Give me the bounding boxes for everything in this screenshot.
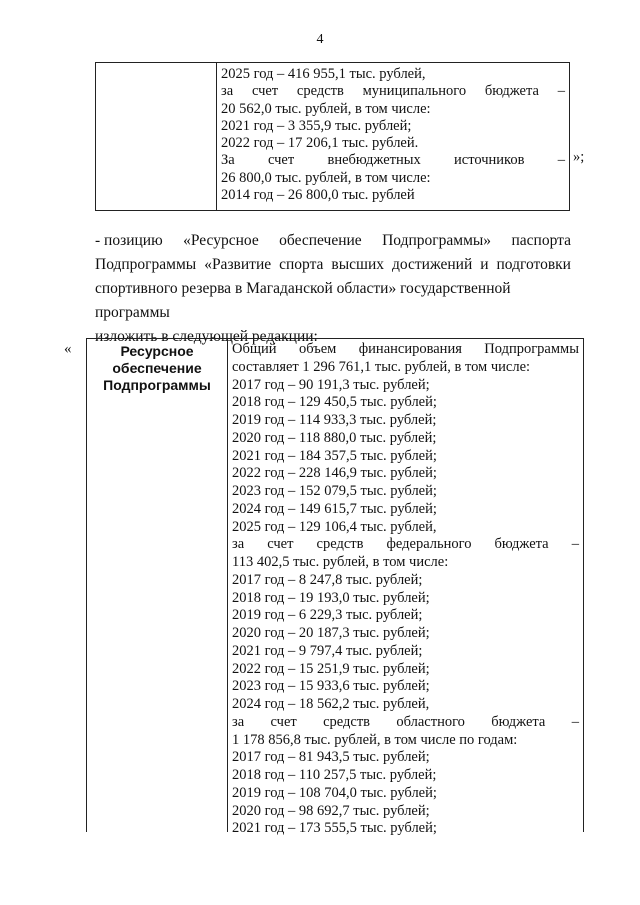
text-fragment: за <box>221 83 234 100</box>
text-fragment: 2022 год – 228 146,9 тыс. рублей; <box>232 465 437 482</box>
text-line <box>232 412 579 430</box>
text-fragment: 20 562,0 тыс. рублей, в том числе: <box>221 100 431 117</box>
text-line <box>232 696 579 714</box>
text-fragment: финансирования <box>358 341 462 357</box>
text-fragment: средств <box>323 713 371 730</box>
text-fragment: 2021 год – 9 797,4 тыс. рублей; <box>232 642 423 659</box>
text-line <box>232 519 579 537</box>
table-content-cell <box>221 66 565 204</box>
text-line <box>232 554 579 572</box>
page-number: 4 <box>316 32 324 47</box>
text-line <box>232 394 579 412</box>
row-header-line: обеспечение <box>112 360 202 376</box>
text-fragment: источников <box>454 152 525 169</box>
text-line <box>221 118 565 135</box>
text-line <box>232 483 579 501</box>
row-header <box>87 343 227 394</box>
text-fragment: 2017 год – 90 191,3 тыс. рублей; <box>232 376 430 393</box>
text-fragment: 2018 год – 110 257,5 тыс. рублей; <box>232 767 437 783</box>
text-line <box>221 152 565 169</box>
table-column-divider <box>227 339 228 832</box>
text-fragment: 2017 год – 8 247,8 тыс. рублей; <box>232 571 423 588</box>
text-line <box>232 820 579 838</box>
closing-quote: »; <box>573 149 585 165</box>
text-fragment: за <box>232 536 245 553</box>
text-line <box>232 572 579 590</box>
text-fragment: 2024 год – 18 562,2 тыс. рублей, <box>232 696 430 712</box>
text-fragment: 2023 год – 152 079,5 тыс. рублей; <box>232 483 437 499</box>
text-line <box>232 359 579 377</box>
text-fragment: федерального <box>386 536 472 553</box>
text-fragment: объем <box>298 341 337 357</box>
text-fragment: - позицию <box>95 232 163 249</box>
text-fragment: средств <box>296 83 344 100</box>
text-fragment: «Ресурсное <box>183 232 259 249</box>
text-fragment: изложить в следующей редакции: <box>95 328 318 345</box>
resource-table <box>86 338 584 837</box>
text-fragment: За <box>221 152 235 169</box>
text-fragment: 2023 год – 15 933,6 тыс. рублей; <box>232 678 430 695</box>
text-line <box>221 170 565 187</box>
text-line <box>232 430 579 448</box>
text-fragment: достижений <box>392 256 473 273</box>
text-fragment: бюджета <box>484 83 539 100</box>
text-line <box>232 465 579 483</box>
text-fragment: 113 402,5 тыс. рублей, в том числе: <box>232 554 449 570</box>
text-fragment: 2025 год – 129 106,4 тыс. рублей, <box>232 518 437 535</box>
text-line <box>232 625 579 643</box>
text-fragment: за <box>232 713 245 730</box>
opening-quote: « <box>64 341 72 357</box>
text-fragment: 2017 год – 81 943,5 тыс. рублей; <box>232 749 430 766</box>
text-fragment: подготовки <box>496 256 571 273</box>
text-fragment: 2021 год – 3 355,9 тыс. рублей; <box>221 117 412 134</box>
text-fragment: обеспечение <box>279 232 362 249</box>
text-fragment: 2018 год – 129 450,5 тыс. рублей; <box>232 394 437 411</box>
text-fragment: 2020 год – 98 692,7 тыс. рублей; <box>232 802 430 819</box>
table-column-divider <box>216 63 217 210</box>
text-fragment: спорта <box>279 256 324 273</box>
text-fragment: «Развитие <box>204 256 272 273</box>
text-fragment: паспорта <box>511 232 571 249</box>
row-header-line: Ресурсное <box>120 343 194 359</box>
text-fragment: – <box>571 713 579 730</box>
text-fragment: 2020 год – 118 880,0 тыс. рублей; <box>232 429 437 446</box>
text-fragment: 1 178 856,8 тыс. рублей, в том числе по годам: <box>232 731 518 748</box>
resource-content-cell <box>232 341 579 838</box>
text-line <box>232 607 579 625</box>
text-fragment: 2014 год – 26 800,0 тыс. рублей <box>221 187 415 204</box>
text-fragment: счет <box>267 536 294 553</box>
text-fragment: Общий <box>232 341 277 357</box>
text-fragment: счет <box>270 713 297 730</box>
text-fragment: счет <box>251 83 279 100</box>
text-line <box>232 590 579 608</box>
text-line <box>232 643 579 661</box>
text-fragment: 2021 год – 173 555,5 тыс. рублей; <box>232 820 437 837</box>
text-line <box>232 501 579 519</box>
text-line <box>221 101 565 118</box>
text-line <box>232 377 579 395</box>
text-line <box>232 536 579 554</box>
text-fragment: бюджета <box>491 713 546 730</box>
text-line <box>232 803 579 821</box>
text-line <box>232 749 579 767</box>
table-continuation <box>95 62 570 211</box>
text-line <box>232 341 579 359</box>
text-fragment: и <box>480 256 489 273</box>
text-fragment: – <box>557 83 565 100</box>
paragraph-line <box>95 277 571 325</box>
text-fragment: счет <box>267 152 295 169</box>
row-header-line: Подпрограммы <box>103 377 211 393</box>
paragraph-line <box>95 253 571 277</box>
text-line <box>232 661 579 679</box>
text-line <box>232 714 579 732</box>
text-fragment: внебюджетных <box>327 152 421 169</box>
text-fragment: 2021 год – 184 357,5 тыс. рублей; <box>232 447 437 464</box>
text-fragment: бюджета <box>494 536 549 553</box>
text-fragment: 2022 год – 17 206,1 тыс. рублей. <box>221 135 419 152</box>
text-line <box>232 678 579 696</box>
text-fragment: Подпрограммы <box>95 256 197 273</box>
text-line <box>221 66 565 83</box>
text-fragment: 26 800,0 тыс. рублей, в том числе: <box>221 169 431 186</box>
text-fragment: 2019 год – 114 933,3 тыс. рублей; <box>232 412 437 428</box>
text-fragment: 2022 год – 15 251,9 тыс. рублей; <box>232 660 430 677</box>
text-fragment: составляет 1 296 761,1 тыс. рублей, в том числе: <box>232 358 531 375</box>
text-fragment: спортивного резерва в Магаданской области» государственной программы <box>95 280 511 321</box>
text-fragment: 2019 год – 108 704,0 тыс. рублей; <box>232 784 437 801</box>
text-fragment: – <box>557 152 565 169</box>
text-fragment: 2019 год – 6 229,3 тыс. рублей; <box>232 607 423 624</box>
text-fragment: Подпрограммы» <box>382 232 492 249</box>
text-line <box>232 785 579 803</box>
text-line <box>221 187 565 204</box>
text-fragment: средств <box>316 536 364 553</box>
text-line <box>221 83 565 100</box>
text-fragment: муниципального <box>362 83 467 100</box>
text-line <box>232 767 579 785</box>
text-line <box>221 135 565 152</box>
text-line <box>232 448 579 466</box>
text-fragment: 2024 год – 149 615,7 тыс. рублей; <box>232 500 437 517</box>
text-fragment: 2018 год – 19 193,0 тыс. рублей; <box>232 589 430 606</box>
amendment-paragraph <box>95 229 571 349</box>
text-fragment: Подпрограммы <box>484 341 579 357</box>
text-fragment: 2025 год – 416 955,1 тыс. рублей, <box>221 66 426 82</box>
text-line <box>232 732 579 750</box>
text-fragment: высших <box>331 256 385 273</box>
text-fragment: областного <box>396 713 465 730</box>
text-fragment: 2020 год – 20 187,3 тыс. рублей; <box>232 625 430 641</box>
text-fragment: – <box>571 536 579 553</box>
paragraph-line <box>95 229 571 253</box>
